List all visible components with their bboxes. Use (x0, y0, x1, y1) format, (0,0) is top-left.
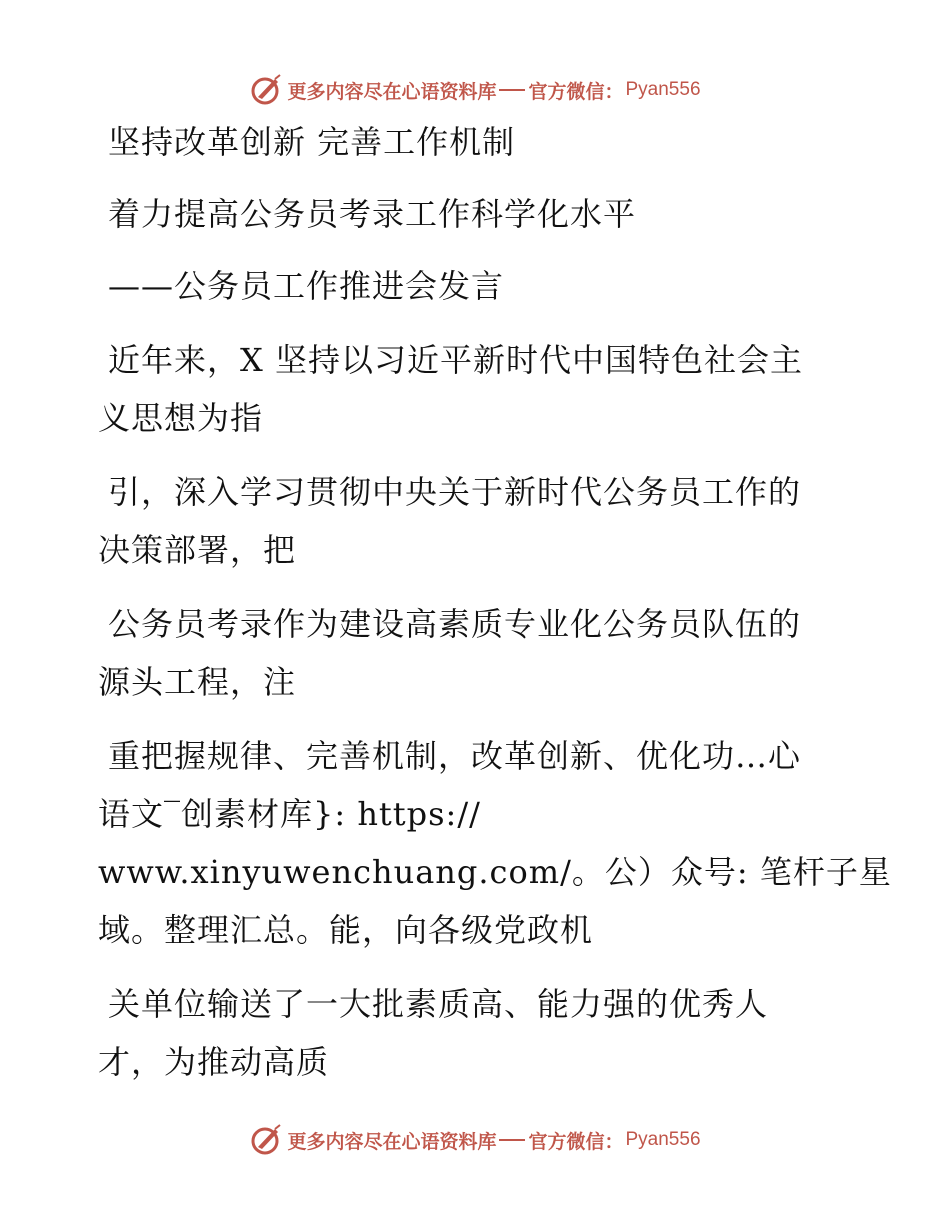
title-line-1: 坚持改革创新 完善工作机制 (108, 123, 516, 161)
banner-dash (499, 1139, 525, 1141)
banner-wechat-id: Pyan556 (625, 79, 701, 100)
paragraph-4-line-2: 语文‾创素材库}: https:// (98, 795, 481, 833)
quill-pen-logo-icon (249, 1123, 283, 1157)
header-watermark-banner (0, 70, 950, 110)
banner-dash (499, 89, 525, 91)
paragraph-4-line-3: www.xinyuwenchuang.com/。公）众号: 笔杆子星 (98, 853, 892, 891)
footer-watermark-banner (0, 1120, 950, 1160)
paragraph-3-line-1: 公务员考录作为建设高素质专业化公务员队伍的 (108, 605, 802, 643)
paragraph-3-line-2: 源头工程，注 (98, 663, 297, 701)
banner-site-text: 更多内容尽在心语资料库 (287, 80, 497, 103)
title-line-2: 着力提高公务员考录工作科学化水平 (108, 195, 637, 233)
paragraph-1-line-1: 近年来，X 坚持以习近平新时代中国特色社会主 (108, 341, 803, 379)
document-content (98, 122, 892, 1082)
paragraph-4-line-4: 域。整理汇总。能，向各级党政机 (98, 911, 594, 949)
title-line-3: ——公务员工作推进会发言 (108, 267, 505, 305)
paragraph-2-line-2: 决策部署，把 (98, 531, 297, 569)
banner-wechat-id: Pyan556 (625, 1129, 701, 1150)
paragraph-1-line-2: 义思想为指 (98, 399, 264, 437)
paragraph-4-line-1: 重把握规律、完善机制，改革创新、优化功…心 (108, 737, 802, 775)
banner-site-text: 更多内容尽在心语资料库 (287, 1130, 497, 1153)
banner-wechat-label: 官方微信： (528, 1130, 624, 1153)
banner-wechat-label: 官方微信： (528, 80, 624, 103)
paragraph-5-line-1: 关单位输送了一大批素质高、能力强的优秀人 (108, 985, 769, 1023)
paragraph-5-line-2: 才，为推动高质 (98, 1043, 330, 1081)
quill-pen-logo-icon (249, 73, 283, 107)
paragraph-2-line-1: 引，深入学习贯彻中央关于新时代公务员工作的 (108, 473, 802, 511)
